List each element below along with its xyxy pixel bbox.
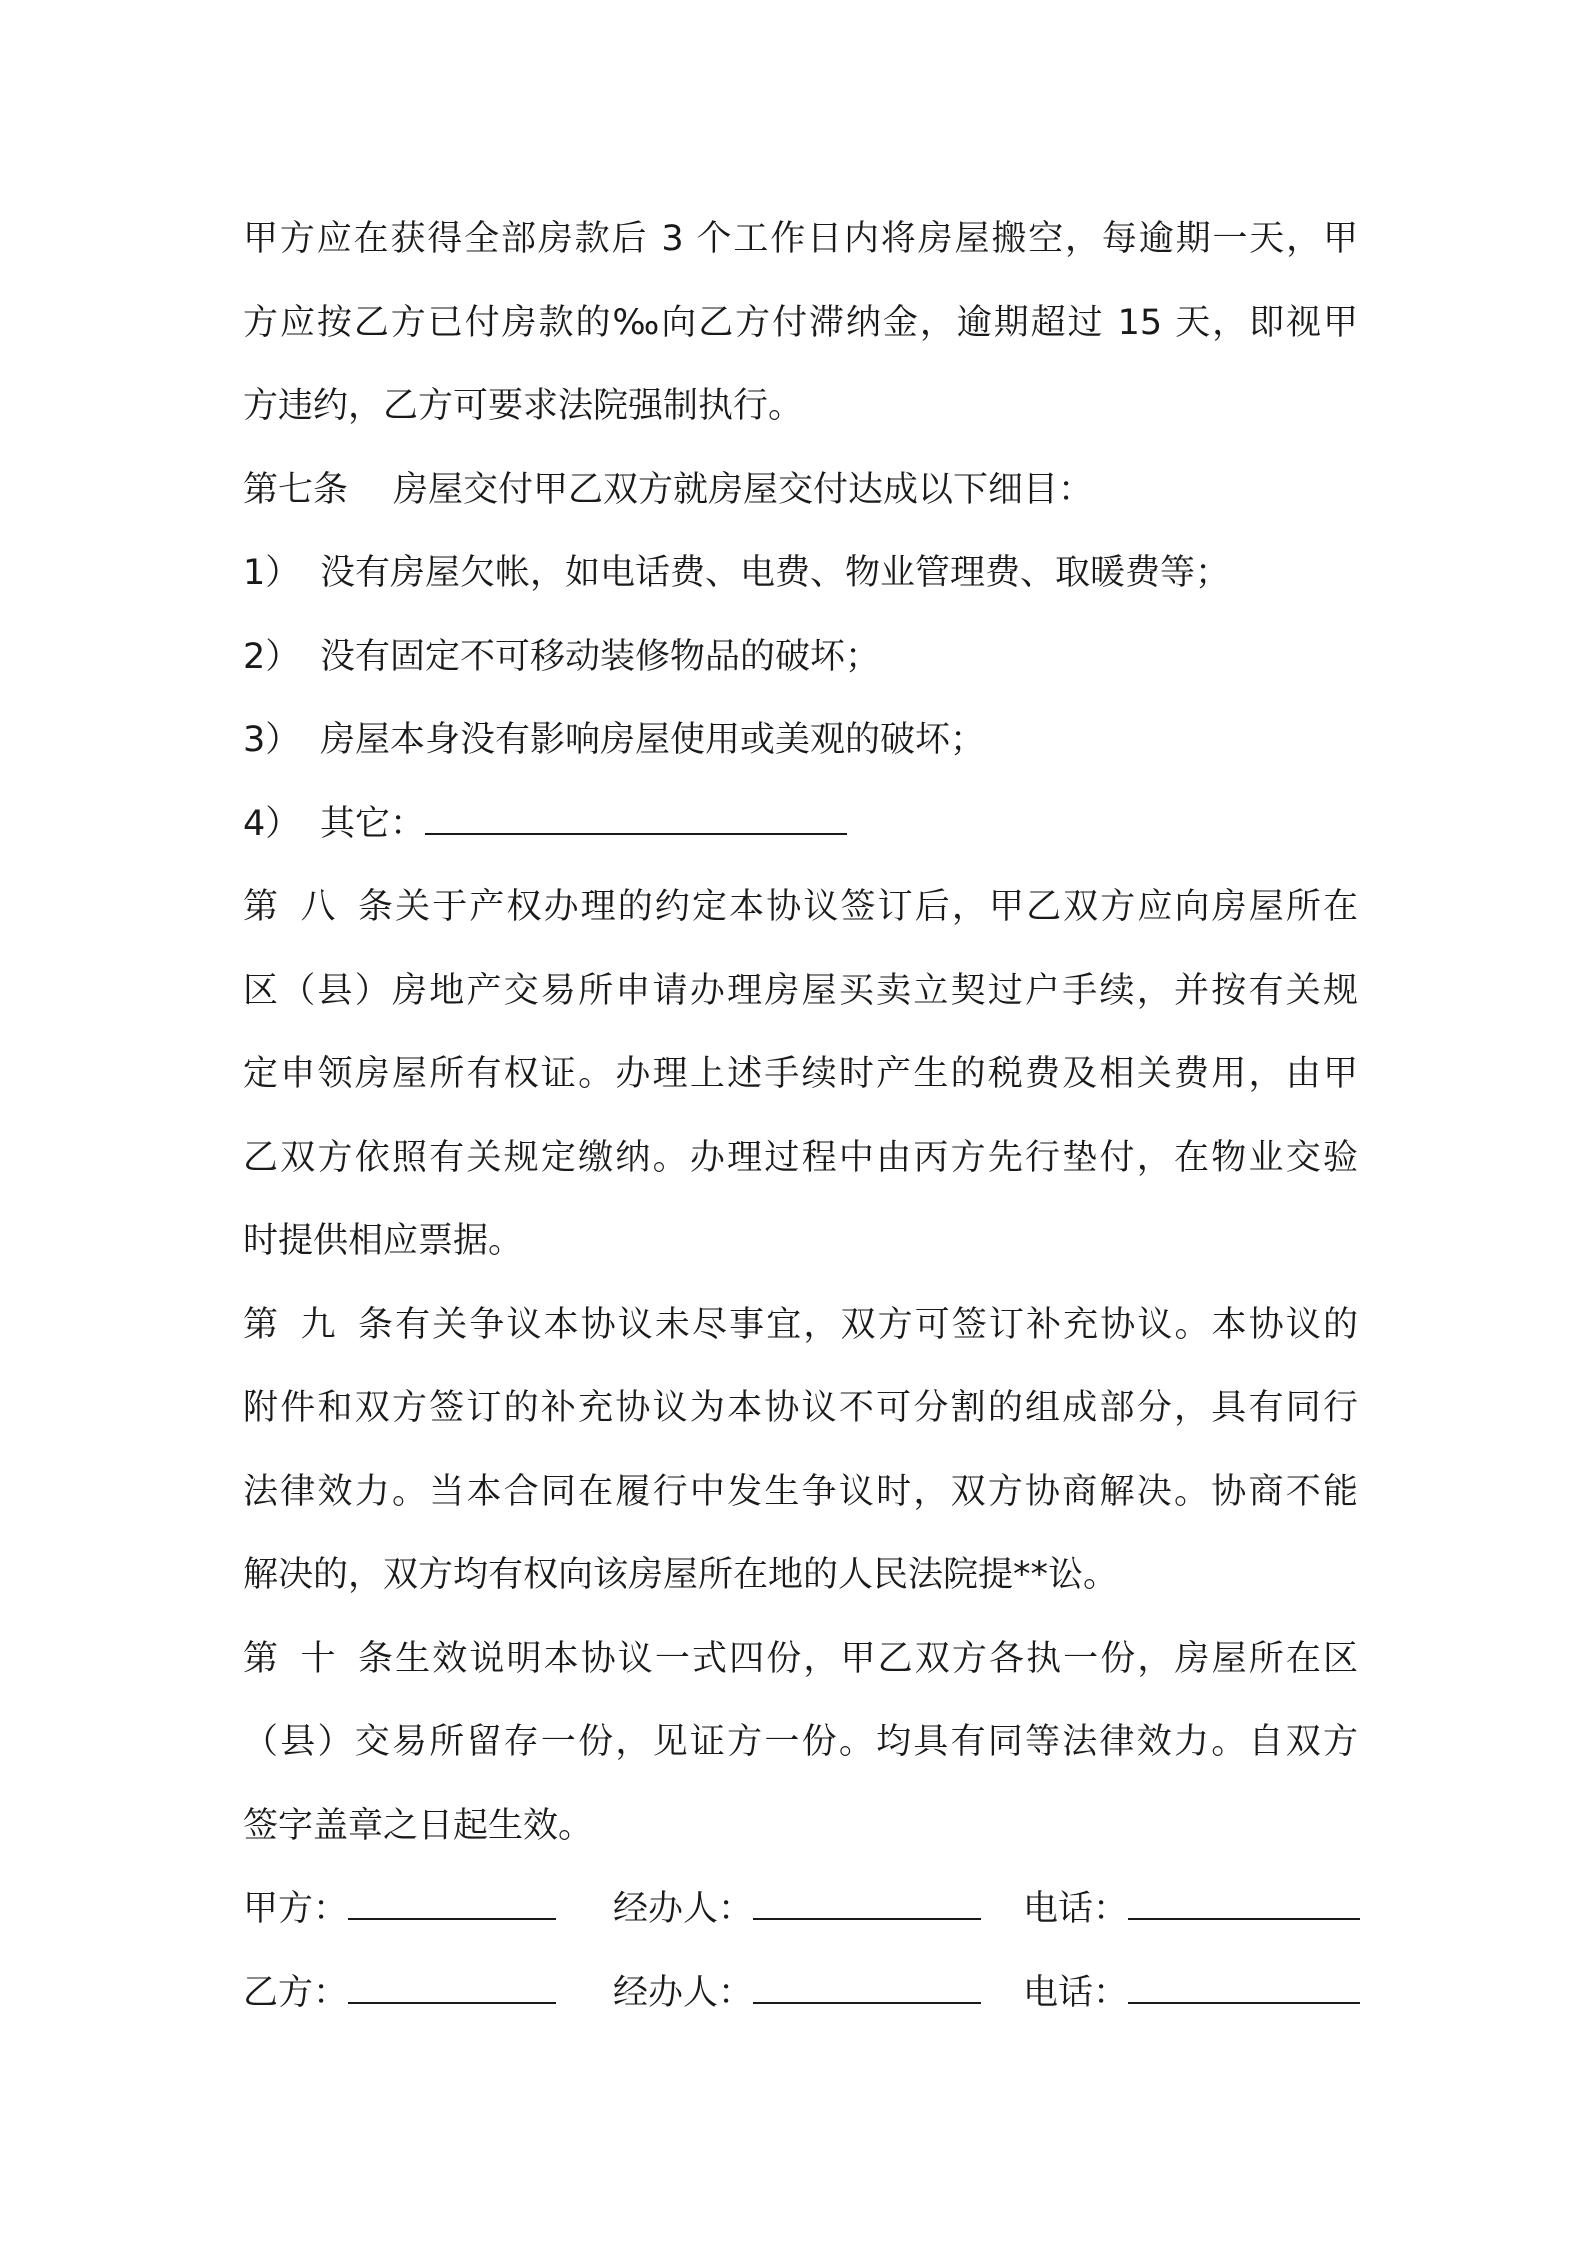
- item-text: 其它：: [320, 803, 426, 844]
- fill-in-blank-other[interactable]: [425, 805, 847, 835]
- item-number: 2）: [243, 636, 301, 677]
- party-b-agent-blank[interactable]: [753, 1974, 981, 2004]
- item-text: 没有固定不可移动装修物品的破坏；: [320, 636, 881, 677]
- article-9-heading: 第九条: [243, 1304, 393, 1345]
- list-item: [243, 532, 1358, 616]
- text-line: 时提供相应票据。: [243, 1221, 524, 1261]
- article-8-title-line: [243, 866, 1358, 950]
- article-7: [243, 449, 1358, 867]
- text-line: 解决的，双方均有权向该房屋所在地的人民法院提**讼。: [243, 1555, 1119, 1595]
- article-10-title-line: [243, 1618, 1358, 1702]
- article-8: [243, 866, 1358, 1284]
- party-b-label: 乙方：: [243, 1972, 349, 2013]
- text-line: 附件和双方签订的补充协议为本协议不可分割的组成部分，具有同行: [243, 1388, 1358, 1428]
- text-line: 生效说明本协议一式四份，甲乙双方各执一份，房屋所在区: [393, 1638, 1358, 1679]
- party-a-phone-blank[interactable]: [1128, 1890, 1360, 1920]
- list-item: [243, 783, 1358, 867]
- party-b-phone-cell: [1023, 1952, 1360, 2036]
- article-9: [243, 1284, 1358, 1618]
- list-item: [243, 699, 1358, 783]
- article-7-heading: 第七条: [243, 469, 349, 510]
- party-b-blank[interactable]: [348, 1974, 556, 2004]
- contract-page: [243, 198, 1358, 2035]
- signature-row-party-a: [243, 1868, 1358, 1952]
- text-line: 定申领房屋所有权证。办理上述手续时产生的税费及相关费用，由甲: [243, 1054, 1358, 1094]
- text-line: 签字盖章之日起生效。: [243, 1805, 594, 1846]
- party-a-blank[interactable]: [348, 1890, 556, 1920]
- text-line: （县）交易所留存一份，见证方一份。均具有同等法律效力。自双方: [243, 1722, 1358, 1762]
- item-text: 没有房屋欠帐，如电话费、电费、物业管理费、取暖费等；: [320, 553, 1231, 593]
- text-line: 有关争议本协议未尽事宜，双方可签订补充协议。本协议的: [393, 1304, 1358, 1345]
- text-line: 关于产权办理的约定本协议签订后，甲乙双方应向房屋所在: [393, 887, 1358, 927]
- article-9-title-line: [243, 1284, 1358, 1368]
- list-item: [243, 616, 1358, 700]
- intro-paragraph: [243, 198, 1358, 449]
- item-number: 1）: [243, 553, 301, 593]
- signature-row-party-b: [243, 1952, 1358, 2036]
- article-10: [243, 1618, 1358, 1869]
- article-7-title-line: [243, 449, 1358, 533]
- agent-label: 经办人：: [613, 1889, 754, 1929]
- text-line: 法律效力。当本合同在履行中发生争议时，双方协商解决。协商不能: [243, 1471, 1358, 1512]
- signature-block: [243, 1868, 1358, 2035]
- item-number: 4）: [243, 803, 301, 844]
- phone-label: 电话：: [1023, 1889, 1129, 1929]
- party-b-agent-cell: [613, 1952, 981, 2036]
- item-number: 3）: [243, 720, 301, 760]
- text-line: 甲方应在获得全部房款后 3 个工作日内将房屋搬空，每逾期一天，甲: [243, 219, 1358, 259]
- text-line: 方违约，乙方可要求法院强制执行。: [243, 386, 804, 426]
- agent-label: 经办人：: [613, 1972, 754, 2013]
- party-a-agent-cell: [613, 1868, 981, 1952]
- party-a-cell: [243, 1868, 556, 1952]
- text-line: 区（县）房地产交易所申请办理房屋买卖立契过户手续，并按有关规: [243, 970, 1358, 1011]
- article-8-heading: 第八条: [243, 887, 393, 927]
- party-b-phone-blank[interactable]: [1128, 1974, 1360, 2004]
- phone-label: 电话：: [1023, 1972, 1129, 2013]
- article-10-heading: 第十条: [243, 1638, 393, 1679]
- article-7-text: 房屋交付甲乙双方就房屋交付达成以下细目：: [393, 469, 1094, 510]
- text-line: 方应按乙方已付房款的‰向乙方付滞纳金，逾期超过 15 天，即视甲: [243, 302, 1358, 343]
- party-a-label: 甲方：: [243, 1889, 349, 1929]
- party-a-phone-cell: [1023, 1868, 1360, 1952]
- item-text: 房屋本身没有影响房屋使用或美观的破坏；: [320, 720, 986, 760]
- party-b-cell: [243, 1952, 556, 2036]
- text-line: 乙双方依照有关规定缴纳。办理过程中由丙方先行垫付，在物业交验: [243, 1137, 1358, 1178]
- party-a-agent-blank[interactable]: [753, 1890, 981, 1920]
